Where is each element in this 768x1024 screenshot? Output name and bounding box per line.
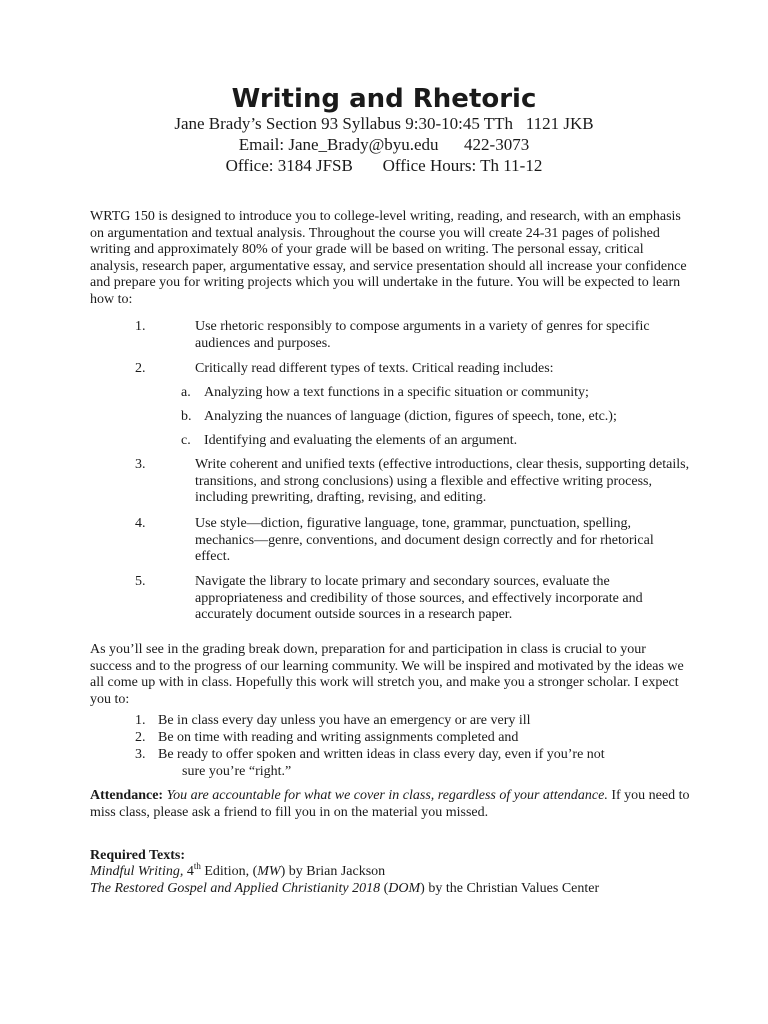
reading-text: Analyzing the nuances of language (diction, figures of speech, tone, etc.); (204, 409, 617, 424)
edition-suffix: th (193, 861, 201, 871)
expectation-number: 3. (135, 747, 146, 762)
contact-info: Email: Jane_Brady@byu.edu 422-3073 (238, 135, 530, 154)
objective-text: Critically read different types of texts. Critical reading includes: (195, 361, 554, 376)
reading-item (90, 433, 690, 450)
book-abbreviation: DOM (388, 881, 421, 896)
objective-text: Use style—diction, figurative language, tone, grammar, punctuation, spelling, mechanics—genre, conventions, and document design correctly and for rhetorical effect. (195, 516, 654, 564)
office-info: Office: 3184 JFSB Office Hours: Th 11-12 (225, 156, 543, 175)
book-title: Mindful Writing, (90, 864, 184, 879)
objective-number: 1. (135, 319, 146, 334)
intro-paragraph: WRTG 150 is designed to introduce you to college-level writing, reading, and research, with an emphasis on argumentation and textual analysis. Throughout the course you will create 24-31 pages of polished writing and approximately 80% of your grade will be based on writing. The personal essay, critical analysis, research paper, argumentative essay, and service presentation should all increase your confidence and prepare you for writing projects which you will undertake in the future. You will be expected to learn how to: (90, 209, 687, 307)
objective-number: 3. (135, 457, 146, 472)
section-info: Jane Brady’s Section 93 Syllabus 9:30-10:45 TTh 1121 JKB (174, 114, 594, 133)
objective-item (90, 361, 690, 378)
reading-item (90, 409, 690, 426)
required-text-item (90, 861, 730, 881)
expectation-text: Be in class every day unless you have an emergency or are very ill (158, 713, 531, 728)
reading-letter: b. (181, 409, 192, 424)
attendance-label: Attendance: (90, 788, 164, 803)
expectation-item (90, 730, 690, 747)
book-paren: ( (380, 881, 389, 896)
objective-number: 2. (135, 361, 146, 376)
expectation-item (90, 747, 690, 780)
objective-text: Use rhetoric responsibly to compose arguments in a variety of genres for specific audiences and purposes. (195, 319, 650, 351)
book-author: ) by Brian Jackson (280, 864, 386, 879)
expectation-continuation: sure you’re “right.” (182, 763, 292, 779)
reading-letter: a. (181, 385, 191, 400)
objective-item (90, 319, 690, 352)
reading-text: Identifying and evaluating the elements of an argument. (204, 433, 518, 448)
reading-letter: c. (181, 433, 191, 448)
required-texts-heading: Required Texts: (90, 848, 186, 863)
attendance-policy (90, 788, 690, 821)
expectation-number: 2. (135, 730, 146, 745)
expectation-text: Be ready to offer spoken and written ideas in class every day, even if you’re not (158, 747, 605, 762)
book-abbreviation: MW (257, 864, 281, 879)
reading-text: Analyzing how a text functions in a specific situation or community; (204, 385, 589, 400)
objective-item (90, 574, 690, 624)
objective-number: 5. (135, 574, 146, 589)
objective-item (90, 457, 690, 507)
participation-paragraph: As you’ll see in the grading break down, preparation for and participation in class is crucial to your success and to the progress of our learning community. We will be inspired and motivated by the ideas we all come up with in class. Hopefully this work will stretch you, and make you a stronger scholar. I expect you to: (90, 642, 684, 707)
objective-text: Write coherent and unified texts (effective introductions, clear thesis, supporting details, transitions, and strong conclusions) using a flexible and effective writing process, including prewriting, drafting, revising, and editing. (195, 457, 690, 505)
attendance-text: If you need to miss class, please ask a friend to fill you in on the material you missed. (90, 788, 690, 820)
book-edition-text: Edition, ( (200, 864, 258, 879)
reading-item (90, 385, 690, 402)
objective-text: Navigate the library to locate primary and secondary sources, evaluate the appropriateness and credibility of those sources, and effectively incorporate and accurately document outside sources in a research paper. (195, 574, 643, 622)
book-title: The Restored Gospel and Applied Christianity 2018 (90, 881, 381, 896)
attendance-emphasis: You are accountable for what we cover in class, regardless of your attendance. (166, 788, 608, 803)
required-text-item (90, 881, 730, 898)
objective-number: 4. (135, 516, 146, 531)
page-title: Writing and Rhetoric (231, 84, 537, 114)
expectation-item (90, 713, 690, 730)
book-edition: 4 (183, 864, 194, 879)
book-author: ) by the Christian Values Center (420, 881, 600, 896)
expectation-number: 1. (135, 713, 146, 728)
expectation-text: Be on time with reading and writing assignments completed and (158, 730, 519, 745)
objective-item (90, 516, 690, 566)
